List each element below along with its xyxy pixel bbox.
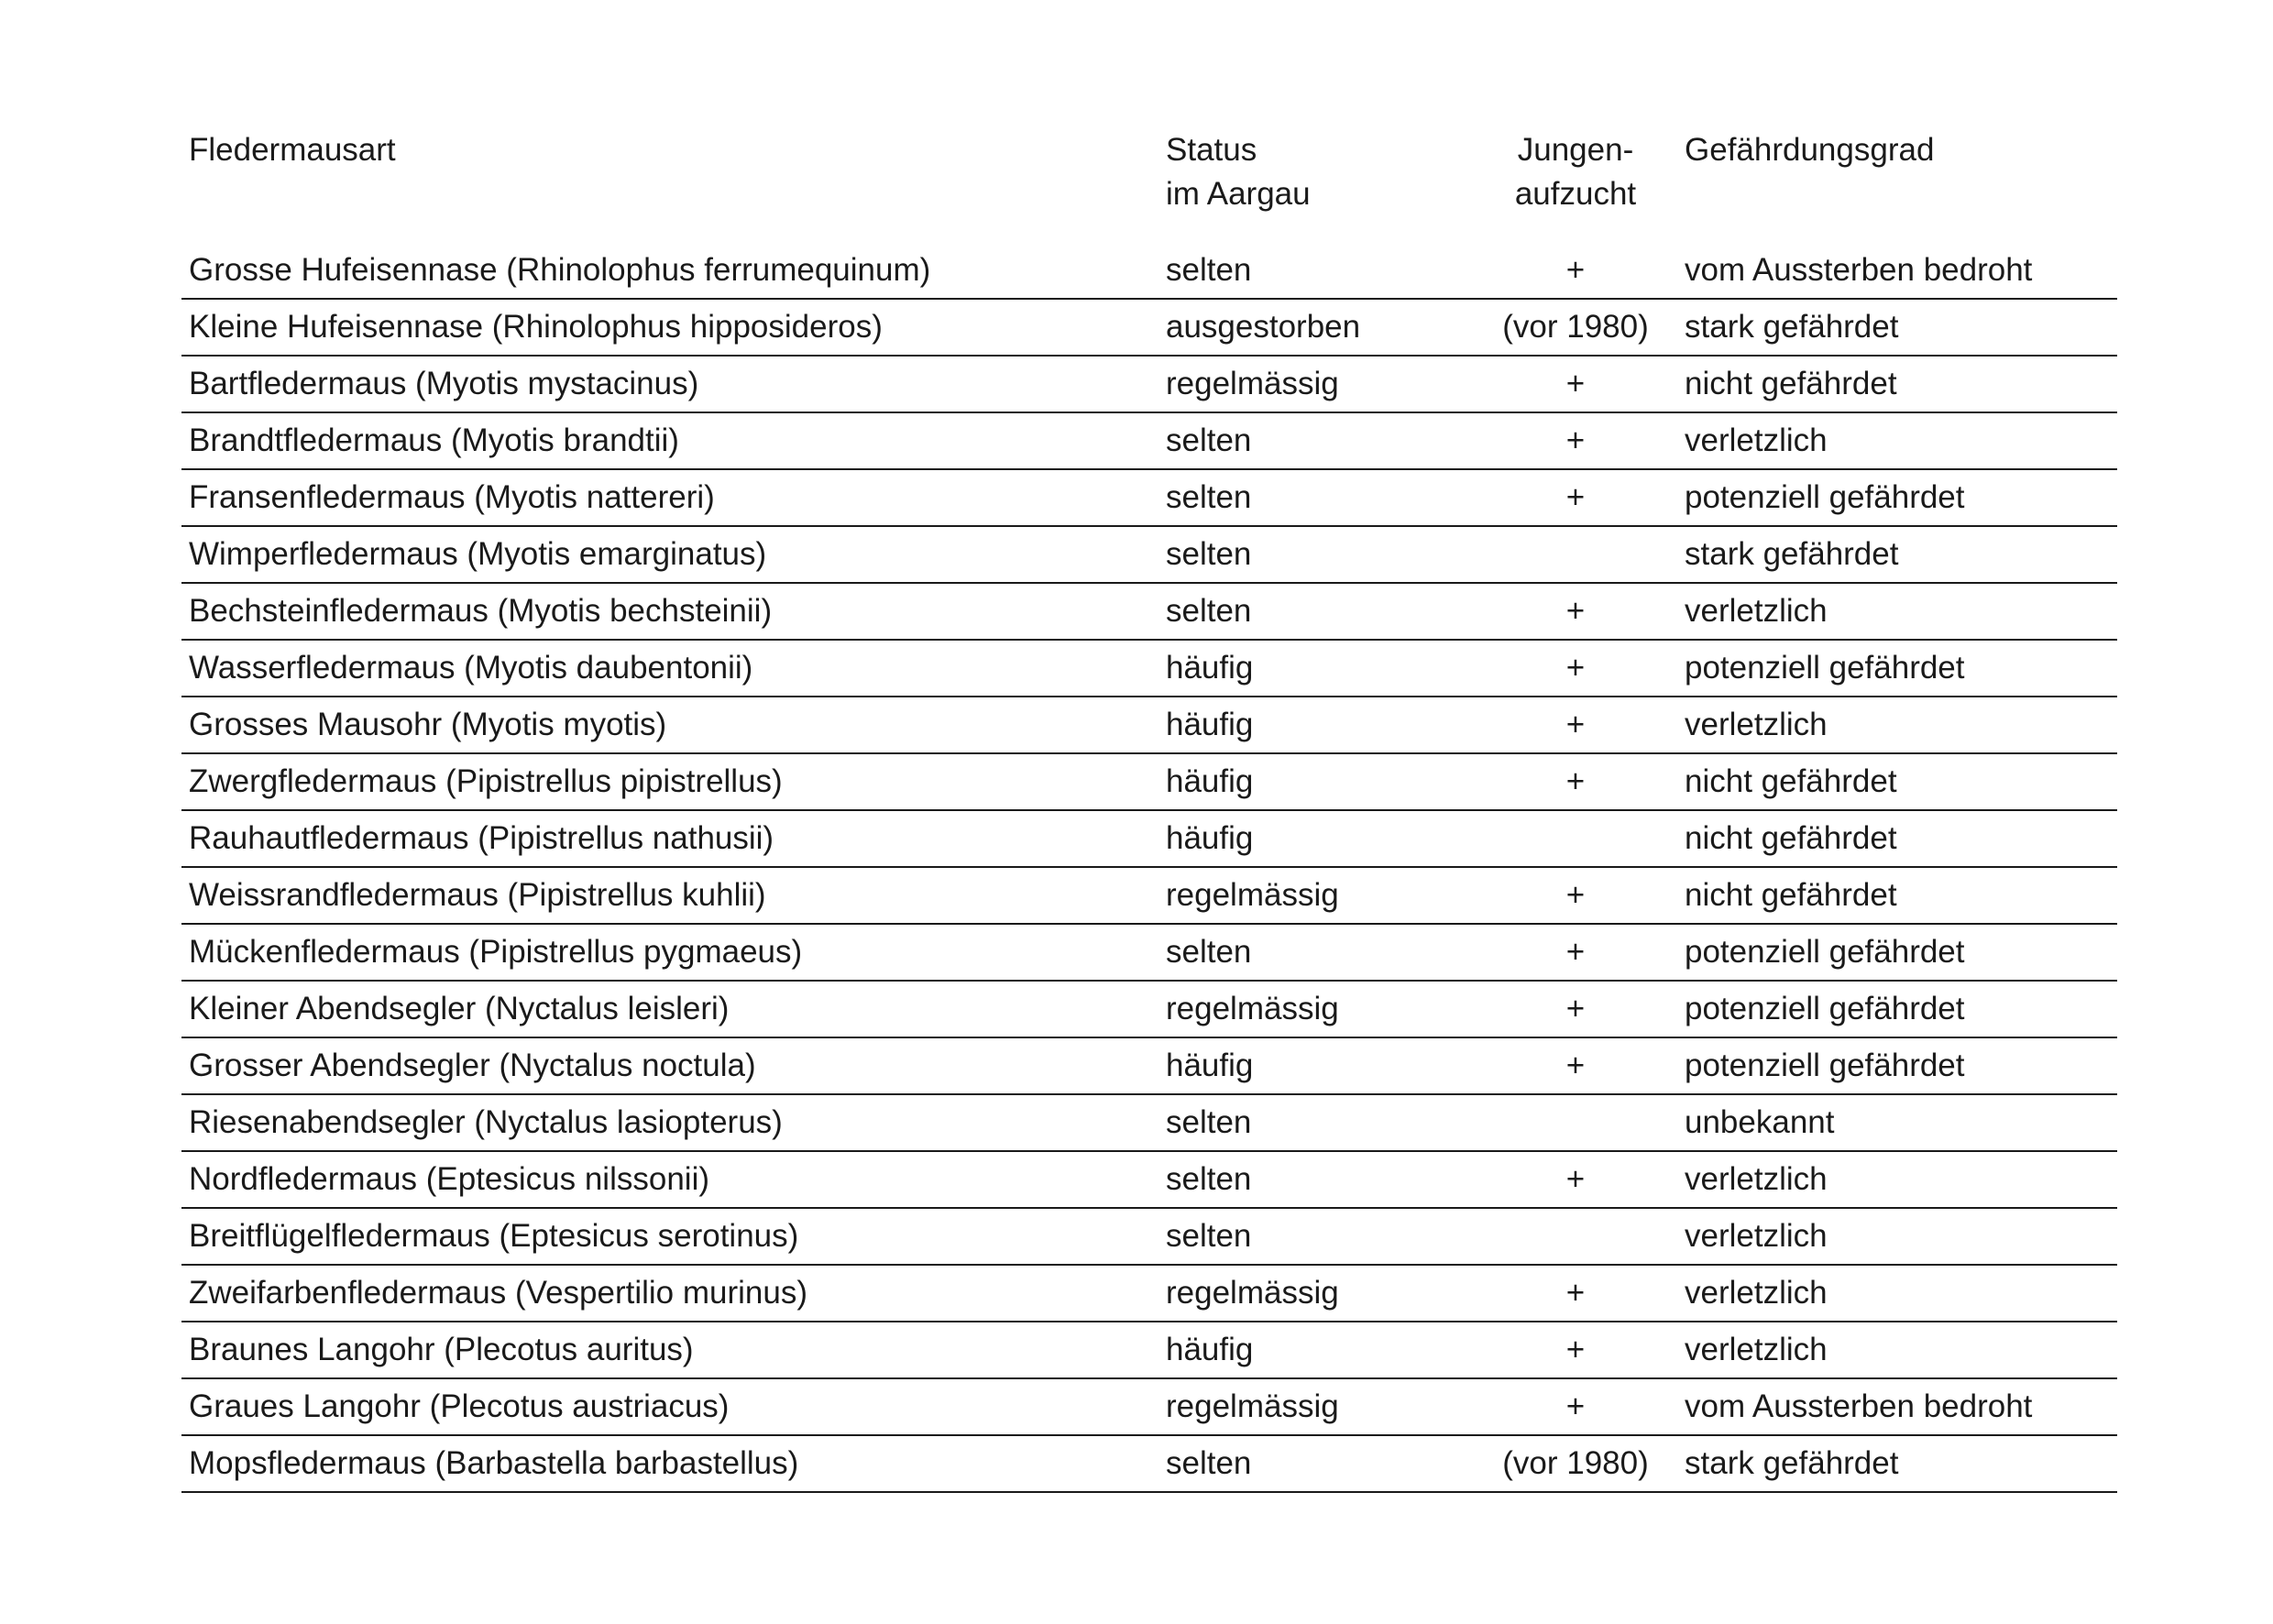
cell-young: + [1474,1265,1677,1322]
cell-status: häufig [1158,697,1474,753]
cell-species: Zwergfledermaus (Pipistrellus pipistrellus) [181,753,1158,810]
cell-threat: verletzlich [1677,1151,2117,1208]
table-row [181,412,2117,469]
header-young [1474,128,1677,242]
cell-young: + [1474,867,1677,924]
cell-status: ausgestorben [1158,299,1474,356]
cell-young [1474,1208,1677,1265]
header-young-line-2: aufzucht [1514,176,1637,212]
cell-status: selten [1158,1151,1474,1208]
table-row [181,1435,2117,1492]
bat-species-table-container [181,128,2117,1493]
cell-young: + [1474,924,1677,981]
cell-young: + [1474,1151,1677,1208]
cell-species: Braunes Langohr (Plecotus auritus) [181,1322,1158,1378]
cell-species: Bechsteinfledermaus (Myotis bechsteinii) [181,583,1158,640]
cell-status: häufig [1158,753,1474,810]
cell-threat: verletzlich [1677,1208,2117,1265]
cell-species: Riesenabendsegler (Nyctalus lasiopterus) [181,1094,1158,1151]
cell-status: selten [1158,526,1474,583]
table-row [181,1322,2117,1378]
table-row [181,242,2117,299]
table-row [181,583,2117,640]
cell-young: + [1474,981,1677,1037]
cell-status: regelmässig [1158,867,1474,924]
table-row [181,697,2117,753]
cell-status: selten [1158,1435,1474,1492]
table-row [181,924,2117,981]
header-status-line-1: Status [1166,132,1257,168]
cell-young: (vor 1980) [1474,299,1677,356]
cell-species: Mückenfledermaus (Pipistrellus pygmaeus) [181,924,1158,981]
cell-young: + [1474,469,1677,526]
header-species-line: Fledermausart [189,132,396,168]
cell-species: Fransenfledermaus (Myotis nattereri) [181,469,1158,526]
table-row [181,1151,2117,1208]
cell-status: selten [1158,924,1474,981]
table-row [181,640,2117,697]
header-threat-line: Gefährdungsgrad [1685,132,1935,168]
bat-species-table [181,128,2117,1493]
cell-species: Weissrandfledermaus (Pipistrellus kuhlii) [181,867,1158,924]
cell-species: Breitflügelfledermaus (Eptesicus serotinus) [181,1208,1158,1265]
cell-status: regelmässig [1158,981,1474,1037]
cell-species: Kleiner Abendsegler (Nyctalus leisleri) [181,981,1158,1037]
cell-species: Bartfledermaus (Myotis mystacinus) [181,356,1158,412]
cell-young: + [1474,1378,1677,1435]
table-row [181,1037,2117,1094]
cell-threat: potenziell gefährdet [1677,981,2117,1037]
cell-status: selten [1158,242,1474,299]
cell-status: häufig [1158,810,1474,867]
table-row [181,981,2117,1037]
cell-threat: verletzlich [1677,1322,2117,1378]
cell-species: Graues Langohr (Plecotus austriacus) [181,1378,1158,1435]
table-row [181,1265,2117,1322]
cell-threat: vom Aussterben bedroht [1677,1378,2117,1435]
cell-threat: stark gefährdet [1677,526,2117,583]
cell-threat: potenziell gefährdet [1677,640,2117,697]
cell-threat: verletzlich [1677,1265,2117,1322]
cell-threat: verletzlich [1677,583,2117,640]
cell-species: Brandtfledermaus (Myotis brandtii) [181,412,1158,469]
cell-young: + [1474,412,1677,469]
cell-threat: nicht gefährdet [1677,810,2117,867]
cell-threat: verletzlich [1677,412,2117,469]
header-species [181,128,1158,242]
cell-young: + [1474,697,1677,753]
cell-status: selten [1158,469,1474,526]
cell-threat: potenziell gefährdet [1677,469,2117,526]
cell-status: selten [1158,1208,1474,1265]
cell-species: Zweifarbenfledermaus (Vespertilio murinus) [181,1265,1158,1322]
cell-young [1474,810,1677,867]
cell-species: Nordfledermaus (Eptesicus nilssonii) [181,1151,1158,1208]
cell-status: selten [1158,412,1474,469]
cell-species: Wimperfledermaus (Myotis emarginatus) [181,526,1158,583]
cell-status: regelmässig [1158,356,1474,412]
cell-threat: nicht gefährdet [1677,867,2117,924]
cell-young: (vor 1980) [1474,1435,1677,1492]
table-row [181,810,2117,867]
cell-young: + [1474,640,1677,697]
cell-species: Grosses Mausohr (Myotis myotis) [181,697,1158,753]
cell-young: + [1474,1322,1677,1378]
cell-threat: potenziell gefährdet [1677,924,2117,981]
cell-threat: stark gefährdet [1677,299,2117,356]
cell-threat: verletzlich [1677,697,2117,753]
table-row [181,356,2117,412]
header-status-line-2: im Aargau [1166,176,1311,212]
cell-threat: nicht gefährdet [1677,356,2117,412]
cell-species: Mopsfledermaus (Barbastella barbastellus) [181,1435,1158,1492]
table-row [181,753,2117,810]
cell-young [1474,1094,1677,1151]
table-row [181,469,2117,526]
cell-status: häufig [1158,1322,1474,1378]
table-row [181,299,2117,356]
cell-threat: stark gefährdet [1677,1435,2117,1492]
table-row [181,526,2117,583]
header-threat [1677,128,2117,242]
table-row [181,867,2117,924]
cell-young: + [1474,753,1677,810]
cell-young: + [1474,583,1677,640]
cell-young: + [1474,1037,1677,1094]
cell-young: + [1474,242,1677,299]
cell-young: + [1474,356,1677,412]
cell-species: Grosser Abendsegler (Nyctalus noctula) [181,1037,1158,1094]
cell-status: häufig [1158,1037,1474,1094]
cell-species: Rauhautfledermaus (Pipistrellus nathusii) [181,810,1158,867]
cell-status: regelmässig [1158,1378,1474,1435]
header-status [1158,128,1474,242]
cell-status: regelmässig [1158,1265,1474,1322]
cell-threat: unbekannt [1677,1094,2117,1151]
table-row [181,1094,2117,1151]
table-row [181,1378,2117,1435]
cell-young [1474,526,1677,583]
header-row [181,128,2117,242]
cell-status: selten [1158,1094,1474,1151]
table-row [181,1208,2117,1265]
cell-species: Wasserfledermaus (Myotis daubentonii) [181,640,1158,697]
table-header [181,128,2117,242]
cell-status: selten [1158,583,1474,640]
cell-threat: nicht gefährdet [1677,753,2117,810]
cell-threat: vom Aussterben bedroht [1677,242,2117,299]
cell-species: Grosse Hufeisennase (Rhinolophus ferrumequinum) [181,242,1158,299]
header-young-line-1: Jungen- [1517,132,1634,168]
cell-species: Kleine Hufeisennase (Rhinolophus hipposideros) [181,299,1158,356]
table-body [181,242,2117,1492]
cell-threat: potenziell gefährdet [1677,1037,2117,1094]
cell-status: häufig [1158,640,1474,697]
